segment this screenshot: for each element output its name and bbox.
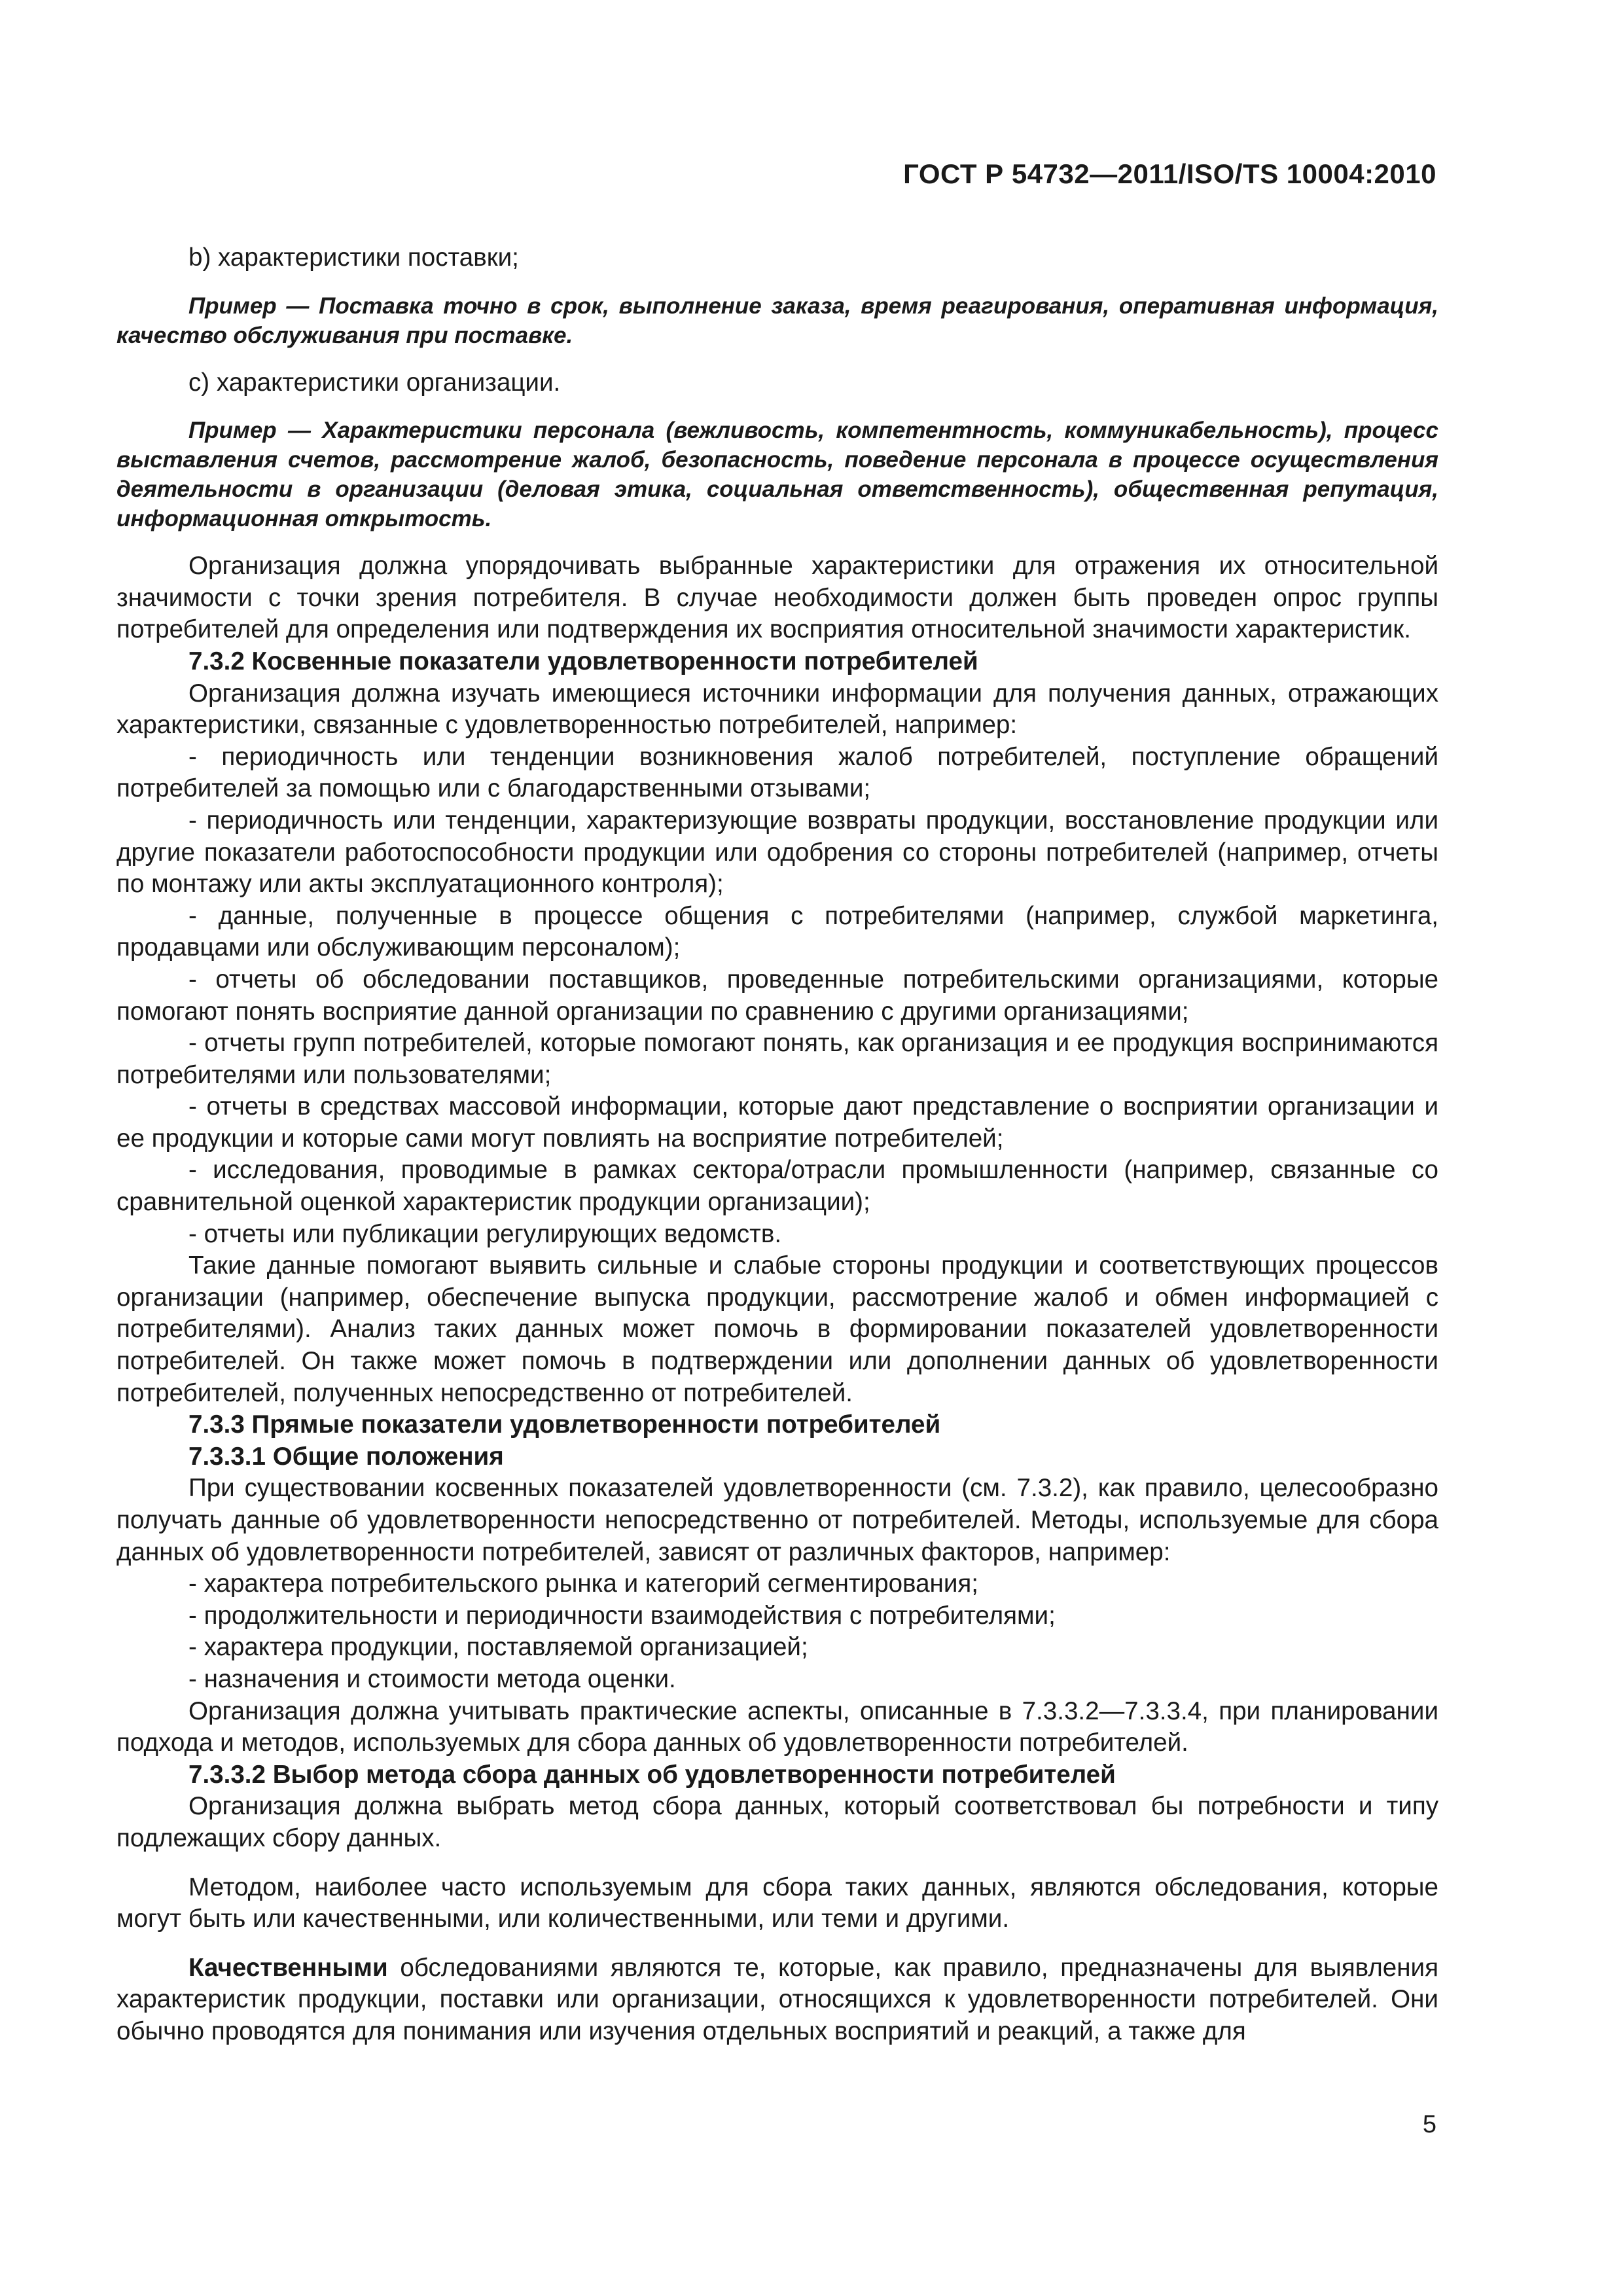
list-item: - назначения и стоимости метода оценки. xyxy=(188,1664,676,1693)
list-item: - характера потребительского рынка и категорий сегментирования; xyxy=(188,1570,979,1598)
example-note: Пример — Поставка точно в срок, выполнение заказа, время реагирования, оперативная информация, качество обслуживания при поставке. xyxy=(116,293,1438,348)
list-item: - отчеты или публикации регулирующих ведомств. xyxy=(188,1219,782,1248)
subsection-heading: 7.3.3.1 Общие положения xyxy=(188,1442,504,1471)
page-number: 5 xyxy=(1422,2111,1436,2138)
list-item: - отчеты в средствах массовой информации, которые дают представление о восприятии организации и ее продукции и которые сами могут повлиять на восприятие потребителей; xyxy=(116,1092,1438,1153)
list-item: - отчеты групп потребителей, которые помогают понять, как организация и ее продукция воспринимаются потребителями или пользователями; xyxy=(116,1029,1438,1089)
page-body xyxy=(116,242,1438,2048)
section-heading: 7.3.3 Прямые показатели удовлетворенности потребителей xyxy=(188,1410,941,1439)
list-item: - характера продукции, поставляемой организацией; xyxy=(188,1633,808,1662)
document-header: ГОСТ Р 54732—2011/ISO/TS 10004:2010 xyxy=(903,158,1436,189)
list-item-c: c) характеристики организации. xyxy=(188,368,561,397)
paragraph: Организация должна изучать имеющиеся источники информации для получения данных, отражающих характеристики, связанные с удовлетворенностью потребителей, например: xyxy=(116,679,1438,740)
paragraph: Такие данные помогают выявить сильные и слабые стороны продукции и соответствующих процессов организации (например, обеспечение выпуска продукции, рассмотрение жалоб и обмен информацией с потребителями). Анализ таких данных может помочь в формировании показателей удовлетворенности потребителей. Он также может помочь в подтверждении или дополнении данных об удовлетворенности потребителей, полученных непосредственно от потребителей. xyxy=(116,1251,1438,1407)
example-note: Пример — Характеристики персонала (вежливость, компетентность, коммуникабельность), процесс выставления счетов, рассмотрение жалоб, безопасность, поведение персонала в процессе осуществления деятельности в организации (деловая этика, социальная ответственность), общественная репутация, информационная открытость. xyxy=(116,418,1438,532)
paragraph-text: обследованиями являются те, которые, как правило, предназначены для выявления характеристик продукции, поставки или организации, относящихся к удовлетворенности потребителей. Они обычно проводятся для понимания или изучения отдельных восприятий и реакций, а также для xyxy=(116,1953,1438,2045)
section-heading: 7.3.2 Косвенные показатели удовлетворенности потребителей xyxy=(188,647,978,675)
list-item: - отчеты об обследовании поставщиков, проведенные потребительскими организациями, которые помогают понять восприятие данной организации по сравнению с другими организациями; xyxy=(116,965,1438,1026)
paragraph: Методом, наиболее часто используемым для сбора таких данных, являются обследования, которые могут быть или качественными, или количественными, или теми и другими. xyxy=(116,1873,1438,1933)
list-item: - периодичность или тенденции возникновения жалоб потребителей, поступление обращений потребителей за помощью или с благодарственными отзывами; xyxy=(116,742,1438,803)
list-item-b: b) характеристики поставки; xyxy=(188,243,519,272)
paragraph: Организация должна учитывать практические аспекты, описанные в 7.3.3.2—7.3.3.4, при планировании подхода и методов, используемых для сбора данных об удовлетворенности потребителей. xyxy=(116,1696,1438,1757)
emphasis-term: Качественными xyxy=(188,1953,388,1982)
list-item: - данные, полученные в процессе общения с потребителями (например, службой маркетинга, продавцами или обслуживающим персоналом); xyxy=(116,901,1438,962)
list-item: - продолжительности и периодичности взаимодействия с потребителями; xyxy=(188,1601,1056,1630)
list-item: - исследования, проводимые в рамках сектора/отрасли промышленности (например, связанные со сравнительной оценкой характеристик продукции организации); xyxy=(116,1156,1438,1217)
subsection-heading: 7.3.3.2 Выбор метода сбора данных об удовлетворенности потребителей xyxy=(188,1760,1116,1789)
paragraph: Организация должна выбрать метод сбора данных, который соответствовал бы потребности и типу подлежащих сбору данных. xyxy=(116,1792,1438,1852)
paragraph: При существовании косвенных показателей удовлетворенности (см. 7.3.2), как правило, целесообразно получать данные об удовлетворенности непосредственно от потребителей. Методы, используемые для сбора данных об удовлетворенности потребителей, зависят от различных факторов, например: xyxy=(116,1474,1438,1566)
paragraph xyxy=(116,1952,1438,2048)
list-item: - периодичность или тенденции, характеризующие возвраты продукции, восстановление продукции или другие показатели работоспособности продукции или одобрения со стороны потребителей (например, отчеты по монтажу или акты эксплуатационного контроля); xyxy=(116,806,1438,899)
paragraph: Организация должна упорядочивать выбранные характеристики для отражения их относительной значимости с точки зрения потребителя. В случае необходимости должен быть проведен опрос группы потребителей для определения или подтверждения их восприятия относительной значимости характеристик. xyxy=(116,552,1438,644)
